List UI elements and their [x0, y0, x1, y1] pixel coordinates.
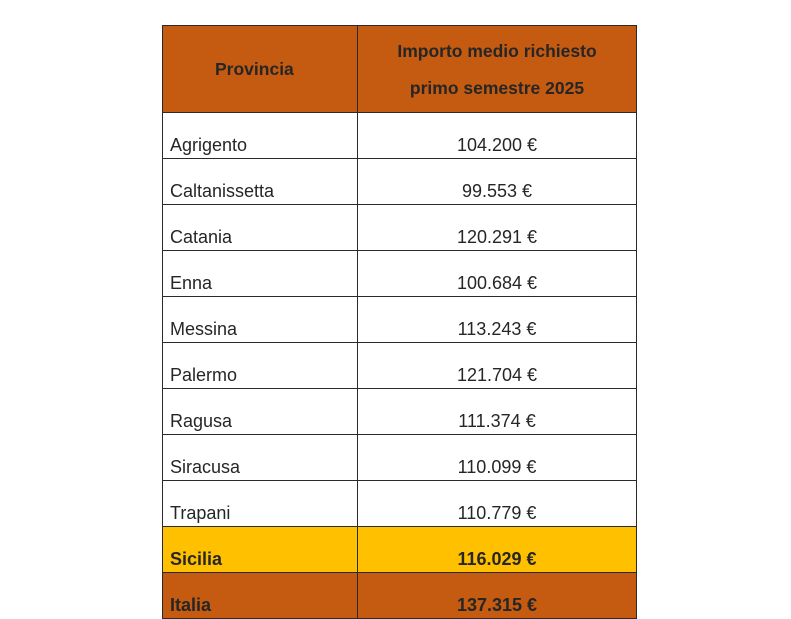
cell-importo: 100.684 € [358, 251, 637, 297]
table-row [163, 343, 637, 389]
italia-total-row [163, 573, 637, 619]
cell-importo: 113.243 € [358, 297, 637, 343]
table-row [163, 113, 637, 159]
table-row [163, 481, 637, 527]
cell-importo: 110.099 € [358, 435, 637, 481]
cell-provincia: Agrigento [163, 113, 358, 159]
table-row [163, 389, 637, 435]
cell-provincia: Messina [163, 297, 358, 343]
header-importo-line1: Importo medio richiesto [397, 40, 597, 61]
cell-provincia: Caltanissetta [163, 159, 358, 205]
cell-importo-italia: 137.315 € [358, 573, 637, 619]
header-importo [358, 26, 637, 113]
cell-importo: 120.291 € [358, 205, 637, 251]
cell-provincia: Siracusa [163, 435, 358, 481]
cell-provincia: Trapani [163, 481, 358, 527]
header-row [163, 26, 637, 113]
sicilia-total-row [163, 527, 637, 573]
cell-provincia: Catania [163, 205, 358, 251]
table-row [163, 159, 637, 205]
header-provincia: Provincia [163, 26, 358, 113]
cell-importo-sicilia: 116.029 € [358, 527, 637, 573]
table-row [163, 205, 637, 251]
cell-importo: 110.779 € [358, 481, 637, 527]
cell-provincia: Palermo [163, 343, 358, 389]
cell-provincia: Enna [163, 251, 358, 297]
cell-importo: 104.200 € [358, 113, 637, 159]
cell-importo: 99.553 € [358, 159, 637, 205]
cell-provincia-sicilia: Sicilia [163, 527, 358, 573]
table-row [163, 435, 637, 481]
cell-provincia: Ragusa [163, 389, 358, 435]
table-row [163, 297, 637, 343]
cell-importo: 111.374 € [358, 389, 637, 435]
cell-importo: 121.704 € [358, 343, 637, 389]
mortgage-amount-table [162, 25, 637, 619]
header-importo-line2: primo semestre 2025 [409, 77, 585, 98]
table-row [163, 251, 637, 297]
cell-provincia-italia: Italia [163, 573, 358, 619]
